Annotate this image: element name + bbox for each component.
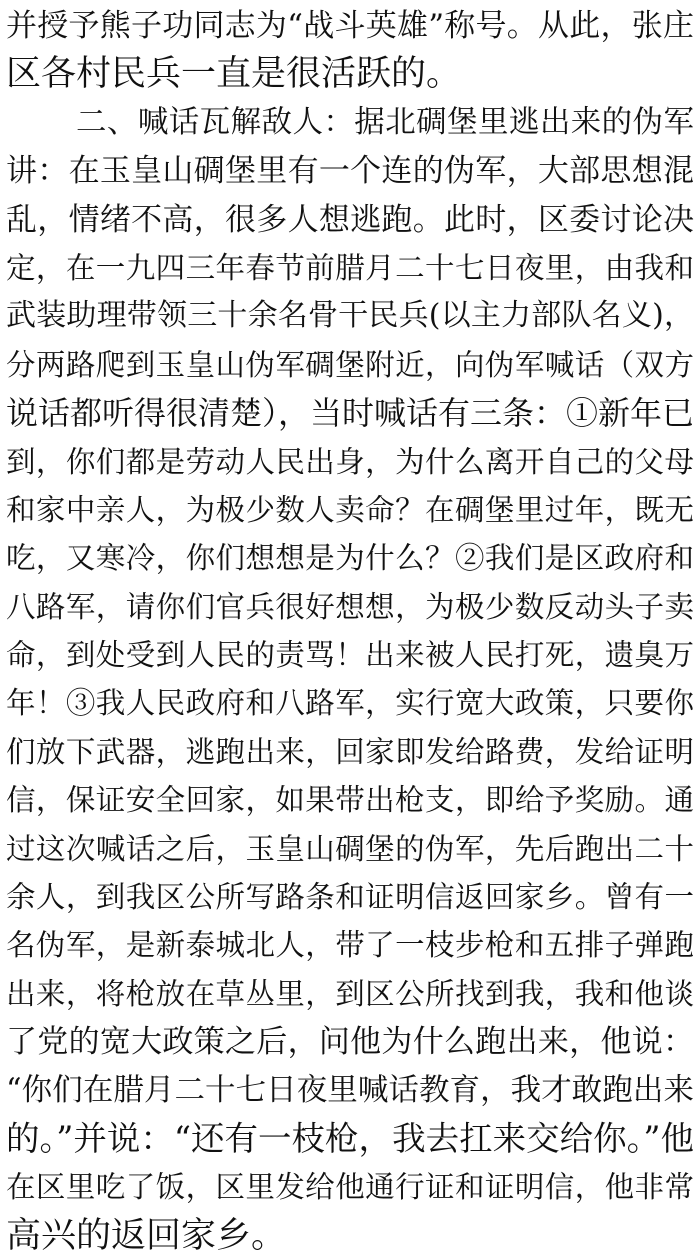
text-line: 乱，情绪不高，很多人想逃跑。此时，区委讨论决 xyxy=(6,201,694,238)
text-line: 讲：在玉皇山碉堡里有一个连的伪军，大部思想混 xyxy=(6,153,694,190)
paragraph-start-line: 二、喊话瓦解敌人：据北碉堡里逃出来的伪军 xyxy=(76,104,694,140)
text-line: 们放下武器，逃跑出来，回家即发给路费，发给证明 xyxy=(6,734,694,769)
text-line: 年！③我人民政府和八路军，实行宽大政策，只要你 xyxy=(6,686,694,721)
text-line: 分两路爬到玉皇山伪军碉堡附近，向伪军喊话（双方 xyxy=(6,347,694,382)
text-line: 武装助理带领三十余名骨干民兵(以主力部队名义)， xyxy=(6,298,694,334)
text-line: 高兴的返回家乡。 xyxy=(6,1215,287,1256)
text-line: 余人，到我区公所写路条和证明信返回家乡。曾有一 xyxy=(6,880,694,915)
text-line: 命，到处受到人民的责骂！出来被人民打死，遗臭万 xyxy=(6,638,694,673)
text-line: 和家中亲人，为极少数人卖命？在碉堡里过年，既无 xyxy=(6,492,694,527)
text-line: 出来，将枪放在草丛里，到区公所找到我，我和他谈 xyxy=(6,976,694,1011)
text-line: “你们在腊月二十七日夜里喊话教育，我才敢跑出来 xyxy=(6,1072,694,1108)
text-line: 在区里吃了饭，区里发给他通行证和证明信，他非常 xyxy=(6,1170,694,1205)
text-line: 八路军，请你们官兵很好想想，为极少数反动头子卖 xyxy=(6,589,694,624)
text-line: 了党的宽大政策之后，问他为什么跑出来，他说： xyxy=(6,1024,694,1061)
text-line: 信，保证安全回家，如果带出枪支，即给予奖励。通 xyxy=(6,783,694,818)
text-line: 说话都听得很清楚），当时喊话有三条：①新年已 xyxy=(6,394,694,433)
text-line: 并授予熊子功同志为“战斗英雄”称号。从此，张庄 xyxy=(6,8,694,44)
text-line: 的。”并说：“还有一枝枪，我去扛来交给你。”他 xyxy=(6,1118,694,1158)
text-line: 吃，又寒冷，你们想想是为什么？②我们是区政府和 xyxy=(6,541,694,576)
text-line: 到，你们都是劳动人民出身，为什么离开自己的父母 xyxy=(6,444,694,479)
text-line: 区各村民兵一直是很活跃的。 xyxy=(6,54,462,95)
text-line: 定，在一九四三年春节前腊月二十七日夜里，由我和 xyxy=(6,250,694,285)
text-line: 过这次喊话之后，玉皇山碉堡的伪军，先后跑出二十 xyxy=(6,831,694,866)
text-line: 名伪军，是新泰城北人，带了一枝步枪和五排子弹跑 xyxy=(6,928,694,963)
